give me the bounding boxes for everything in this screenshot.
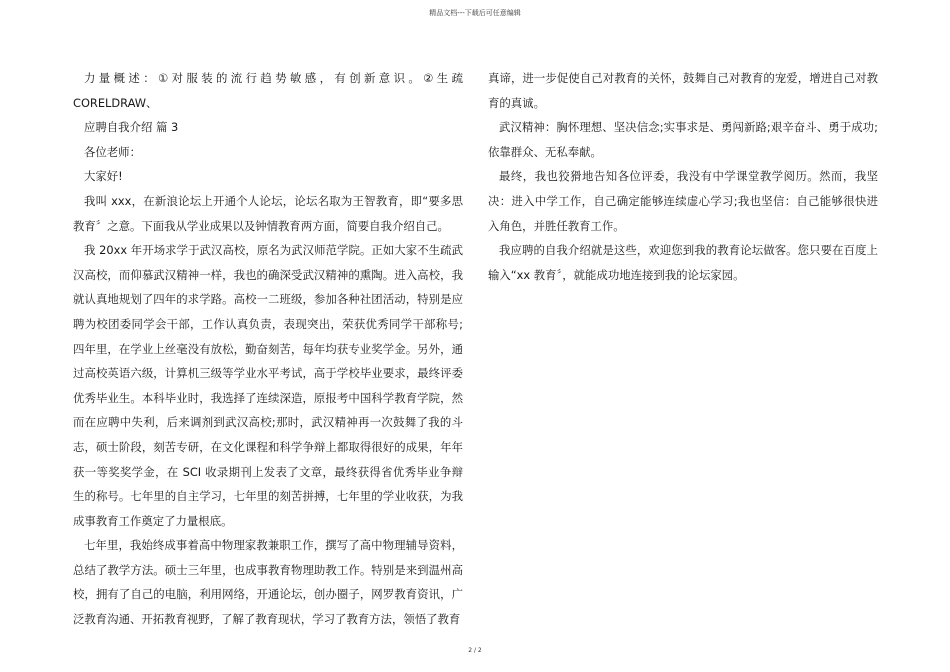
section-title: 应聘自我介绍 篇 3 bbox=[84, 120, 179, 135]
paragraph-final: 最终，我也狡猾地告知各位评委，我没有中学课堂教学阅历。然而，我坚决：进入中学工作，自己确定能够连续虚心学习;我也坚信：自己能够很快进入角色，并胜任教育工作。 bbox=[488, 169, 878, 233]
paragraph-wuhan-spirit: 武汉精神：胸怀理想、坚决信念;实事求是、勇闯新路;艰辛奋斗、勇于成功;依靠群众、无私奉献。 bbox=[488, 120, 878, 159]
paragraph-intro: 我叫 xxx，在新浪论坛上开通个人论坛，论坛名取为王智教育，即“要多思教育〞之意。下面我从学业成果以及钟情教育两方面，简要自我介绍自己。 bbox=[73, 193, 463, 233]
page-header: 精品文档---下载后可任意编辑 bbox=[429, 9, 521, 17]
paragraph-study: 我 20xx 年开场求学于武汉高校，原名为武汉师范学院。正如大家不生疏武汉高校，而仰慕武汉精神一样，我也的确深受武汉精神的熏陶。进入高校，我就认真地规划了四年的求学路。高校一二班级，参加各种社团活动，特别是应聘为校团委同学会干部，工作认真负责，表现突出，荣获优秀同学干部称号;四年里，在学业上丝毫没有放松，勤奋刻苦，每年均获专业奖学金。另外，通过高校英语六级，计算机三级等学业水平考试，高于学校毕业要求，最终评委优秀毕业生。本科毕业时，我选择了连续深造，原报考中国科学教育学院，然而在应聘中失利，后来调剂到武汉高校;那时，武汉精神再一次鼓舞了我的斗志，硕士阶段，刻苦专研，在文化课程和科学争辩上都取得很好的成果，年年获一等奖奖学金，在 SCI 收录期刊上发表了文章，最终获得省优秀毕业争辩生的称号。七年里的自主学习，七年里的刻苦拼搏，七年里的学业收获，为我成事教育工作奠定了力量根底。 bbox=[73, 243, 463, 528]
paragraph-continuation: 真谛，进一步促使自己对教育的关怀，鼓舞自己对教育的宠爱，增进自己对教育的真诚。 bbox=[488, 71, 878, 110]
page-number: 2 / 2 bbox=[468, 647, 482, 654]
paragraph-teaching: 七年里，我始终成事着高中物理家教兼职工作，撰写了高中物理辅导资料，总结了教学方法。硕士三年里，也成事教育物理助教工作。特别是来到温州高校，拥有了自己的电脑，利用网络，开通论坛，创办圈子，网罗教育资讯，广泛教育沟通、开拓教育视野，了解了教育现状，学习了教育方法，领悟了教育 bbox=[73, 538, 463, 627]
paragraph-closing: 我应聘的自我介绍就是这些，欢迎您到我的教育论坛做客。您只要在百度上输入“xx 教育〞，就能成功地连接到我的论坛家园。 bbox=[488, 243, 878, 282]
paragraph-skills: 力量概述：①对服装的流行趋势敏感，有创新意识。②生疏 CORELDRAW、 bbox=[73, 71, 463, 110]
right-column bbox=[488, 66, 878, 287]
left-column bbox=[73, 66, 463, 632]
greeting: 大家好! bbox=[84, 169, 123, 184]
salutation: 各位老师： bbox=[84, 144, 141, 159]
